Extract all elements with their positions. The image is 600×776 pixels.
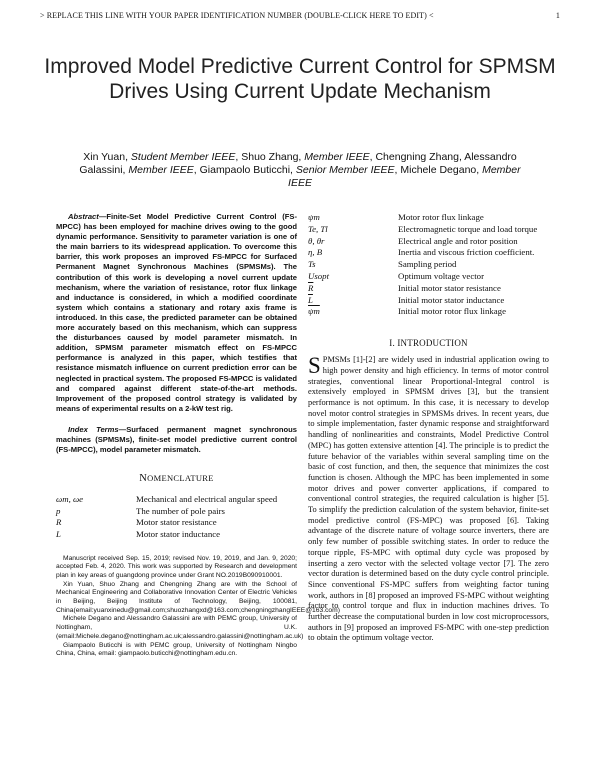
nomenclature-heading: NOMENCLATURE [139,473,214,485]
nomenclature-symbol: L [56,528,61,539]
author-name: , Chengning Zhang, Alessandro Galassini, [79,151,517,176]
author-role: Member IEEE [304,151,370,163]
page-number: 1 [555,11,560,20]
nomenclature-description: Optimum voltage vector [398,270,484,281]
author-role: Senior Member IEEE [295,164,395,176]
abstract [56,212,297,414]
author-name: , Shuo Zhang, [235,151,305,163]
nomenclature-row [56,529,297,541]
nomenclature-symbol: θ, θr [308,235,325,246]
nomenclature-row [56,517,297,529]
nomenclature-symbol: η, B [308,247,323,258]
footnote-affiliation-bit: Xin Yuan, Shuo Zhang and Chengning Zhang are with the School of Mechanical Engineering and Collaborative Innovation Center of Electric Vehicles in Beijing, Beijing Institute of Technology, Beijing, 100081, China(email:yuanxinedu@gmail.com;shuozhangxd@163.com;chengningzhangIEEE@163.com) [56,580,340,614]
nomenclature-description: Electromagnetic torque and load torque [398,223,538,234]
nomenclature-symbol: p [56,505,61,516]
right-column [308,212,549,644]
author-role: Student Member IEEE [130,151,236,163]
header-text: > REPLACE THIS LINE WITH YOUR PAPER IDENTIFICATION NUMBER (DOUBLE-CLICK HERE TO EDIT) < [40,11,434,20]
index-terms-text: —Surfaced permanent magnet synchronous machines (SPMSMs), finite-set model predictive current control (FS-MPCC), model parameter mismatch. [56,424,297,455]
nomenclature-symbol: Usopt [308,270,330,281]
nomenclature-description: The number of pole pairs [136,505,225,516]
nomenclature-symbol: $\overline{R}$ [308,282,314,293]
abstract-text: —Finite-Set Model Predictive Current Control (FS-MPCC) has been employed for machine drives owing to the good dynamic performance. Sensitivity to parameter variation is one of the main barriers to its widespread application. To overcome this barrier, this work proposes an improved FS-MPCC for Surfaced Permanent Magnet Synchronous Machines (SPMSMs). The contribution of this work is developing a novel current update mechanism, where the variation of resistance, rotor flux linkage and inductance is considered, in which a modified coordinate system which contains a stationary and rotary axis frame is introduced. In this case, the predicted parameter can be obtained more accurately based on this mechanism, which can suppress the disturbances caused by model parameter mismatch. In addition, SPMSM parameter mismatch effect on FS-MPCC performance is analyzed in this paper, which testifies that resistance mismatch influence on current prediction error can be neglected in practical system. The proposed FS-MPCC is validated and compared against different state-of-the-art methods. Improvement of the proposed control strategy is validated by means of experimental results on a 2-kW test rig. [56,212,297,413]
nomenclature-row [308,247,549,259]
nomenclature-description: Mechanical and electrical angular speed [136,494,278,505]
nomenclature-row [56,506,297,518]
nomenclature-symbol: ψm [308,212,320,222]
section-heading-introduction: I. INTRODUCTION [389,338,468,349]
nomenclature-row [308,283,549,295]
nomenclature-symbol: $\overline{\psi m}$ [308,306,320,317]
nomenclature-symbol: R [56,517,62,528]
author-name: Xin Yuan, [83,151,131,163]
nomenclature-symbol: $\overline{L}$ [308,294,313,305]
footnote-affiliation-pemc: Michele Degano and Alessandro Galassini are with PEMC group, University of Nottingham, U.K. (email:Michele.degano@nottingham.ac.uk;alessandro.galassini@nottingham.ac.uk) [56,615,304,640]
author-role: Member IEEE [288,164,521,189]
abstract-lead: Abstract [68,212,99,221]
author-list [70,151,530,190]
author-role: Member IEEE [128,164,194,176]
nomenclature-row [308,236,549,248]
nomenclature-row [308,224,549,236]
nomenclature-description: Motor stator inductance [136,528,221,539]
nomenclature-description: Inertia and viscous friction coefficient. [398,247,535,258]
running-header [40,11,560,20]
nomenclature-symbol: ωm, ωe [56,494,84,505]
nomenclature-row [308,295,549,307]
nomenclature-description: Initial motor rotor flux linkage [398,306,506,317]
nomenclature-row [308,212,549,224]
index-terms-lead: Index Terms [68,424,119,434]
nomenclature-row [308,259,549,271]
nomenclature-row [308,306,549,318]
paper-title: Improved Model Predictive Current Control for SPMSM Drives Using Current Update Mechanism [44,55,556,103]
nomenclature-description: Initial motor stator resistance [398,282,501,293]
nomenclature-table-continued [308,212,549,318]
nomenclature-description: Electrical angle and rotor position [398,235,518,246]
nomenclature-description: Motor stator resistance [136,517,217,528]
author-name: , Michele Degano, [394,164,483,176]
footnote-affiliation-ningbo: Giampaolo Buticchi is with PEMC group, University of Nottingham Ningbo China, China, email: giampaolo.buticchi@nottingham.edu.cn. [56,641,297,658]
introduction-paragraph [308,355,549,644]
nomenclature-symbol: Te, Tl [308,223,328,234]
introduction-text: PMSMs [1]-[2] are widely used in industrial application owing to high power density and high efficiency. In terms of motor control strategies, conventional linear Proportional-Integral control is extensively employed in SPMSM drives [3], but the transient performance is not optimum. In this case, it is necessary to develop novel motor control strategies in SPMSMs drives. In recent years, due to simple implementation, faster dynamic response and straightforward handling of nonlinearities and constraints, Model Predictive Control (MPC) has gotten extensive attention [4]. The principle is to predict the future behavior of the variables within several sampling time on the basic of cost function, and then, the sequence that minimizes the cost function is chosen. Although the MPC has been implemented in some motor drives and power converter applications, if compared to conventional control strategies, the required calculation is higher [5]. To simplify the prediction calculation of the system behavior, finite-set model predictive control (FS-MPC) was proposed [6]. Taking advantage of the discrete nature of voltage source inverters, there are only few number of possible switching states. In order to reduce the torque ripple, FS-MPC with optimal duty cycle was proposed by inserting a zero vector with the selected voltage vector [7]. The zero vector duration is determined based on the duty cycle control principle. Since conventional FS-MPC suffers from weighting factor tuning work, authors in [8] proposed an improved FS-MPC without weighting factor to control torque and flux in induction machines drives. To further decrease the computational burden in low cost microprocessors, authors in [9] proposed an improved FS-MPC with one-step prediction to obtain the optimum voltage vector. [308,355,549,643]
footnote [56,554,340,659]
index-terms [56,425,297,455]
author-name: , Giampaolo Buticchi, [193,164,296,176]
nomenclature-table [56,494,297,540]
drop-cap: S [308,353,321,379]
nomenclature-row [308,271,549,283]
nomenclature-description: Initial motor stator inductance [398,294,505,305]
nomenclature-description: Sampling period [398,259,457,270]
footnote-manuscript: Manuscript received Sep. 15, 2019; revised Nov. 19, 2019, and Jan. 9, 2020; accepted Feb. 4, 2020. This work was supported by Research and development plan in key areas of guangdong province under Grant NO.2019B090910001. [56,554,297,579]
nomenclature-symbol: Ts [308,259,316,270]
nomenclature-row [56,494,297,506]
nomenclature-description: Motor rotor flux linkage [398,212,484,222]
